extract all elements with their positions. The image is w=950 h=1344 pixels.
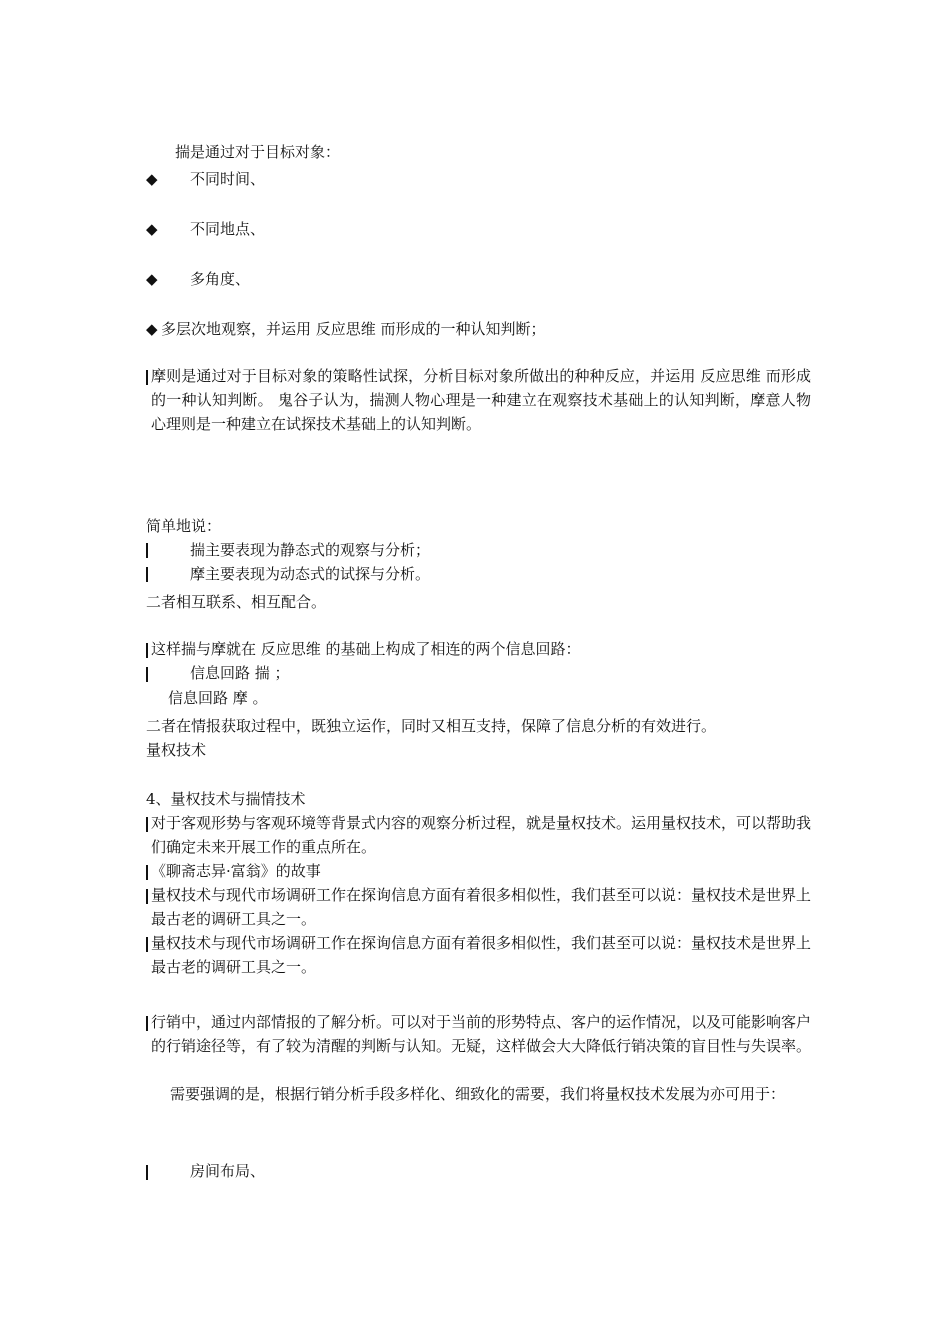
bullet-place: 不同地点、 [190,220,266,238]
loop-line: 这样揣与摩就在 反应思维 的基础上构成了相连的两个信息回路： [151,640,581,658]
section-heading-4: 4、量权技术与揣情技术 [146,790,306,808]
paragraph-marketing: 行销中，通过内部情报的了解分析。可以对于当前的形势特点、客户的运作情况，以及可能影响客户的行销途径等，有了较为清醒的判断与认知。无疑，这样做会大大降低行销决策的盲目性与失误率。 [151,1013,812,1055]
paragraph-mo: 摩则是通过对于目标对象的策略性试探，分析目标对象所做出的种种反应，并运用 反应思维 而形成的一种认知判断。 鬼谷子认为，揣测人物心理是一种建立在观察技术基础上的认知判断，摩意人物心理则是一种建立在试探技术基础上的认知判断。 [151,367,811,433]
bar-marker [146,1016,148,1031]
simple-heading: 简单地说： [146,517,222,535]
diamond-bullet-icon: ◆ [146,220,158,238]
bar-marker [146,370,148,385]
simple-item-chuai: 揣主要表现为静态式的观察与分析； [190,541,431,559]
bullet-time: 不同时间、 [190,170,266,188]
paragraph-research-1: 量权技术与现代市场调研工作在探询信息方面有着很多相似性，我们甚至可以说：量权技术是世界上最古老的调研工具之一。 [151,886,812,928]
room-layout-item: 房间布局、 [190,1162,266,1180]
bar-marker [146,643,148,658]
bullet-levels: 多层次地观察，并运用 反应思维 而形成的一种认知判断； [161,320,546,338]
paragraph-research-2: 量权技术与现代市场调研工作在探询信息方面有着很多相似性，我们甚至可以说：量权技术是世界上最古老的调研工具之一。 [151,934,812,976]
diamond-bullet-icon: ◆ [146,320,158,338]
bar-marker [146,1165,148,1180]
liangquan-line: 量权技术 [146,741,207,759]
bar-marker [146,865,148,880]
both-related-line: 二者相互联系、相互配合。 [146,593,327,611]
bar-marker [146,889,148,904]
paragraph-liangquan: 对于客观形势与客观环境等背景式内容的观察分析过程，就是量权技术。运用量权技术，可以帮助我们确定未来开展工作的重点所在。 [151,814,812,856]
diamond-bullet-icon: ◆ [146,170,158,188]
simple-item-mo: 摩主要表现为动态式的试探与分析。 [190,565,431,583]
bar-marker [146,937,148,952]
bullet-angle: 多角度、 [190,270,251,288]
paragraph-emphasis: 需要强调的是，根据行销分析手段多样化、细致化的需要，我们将量权技术发展为亦可用于： [170,1085,786,1103]
loop-mo: 信息回路 摩 。 [168,689,268,707]
bar-marker [146,817,148,832]
bar-marker [146,567,148,582]
loop-chuai: 信息回路 揣 ； [190,664,290,682]
intro-line: 揣是通过对于目标对象： [175,143,341,161]
bar-marker [146,543,148,558]
both-operate-line: 二者在情报获取过程中，既独立运作，同时又相互支持，保障了信息分析的有效进行。 [146,717,717,735]
diamond-bullet-icon: ◆ [146,270,158,288]
story-line: 《聊斋志异·富翁》的故事 [151,862,321,880]
bar-marker [146,667,148,682]
